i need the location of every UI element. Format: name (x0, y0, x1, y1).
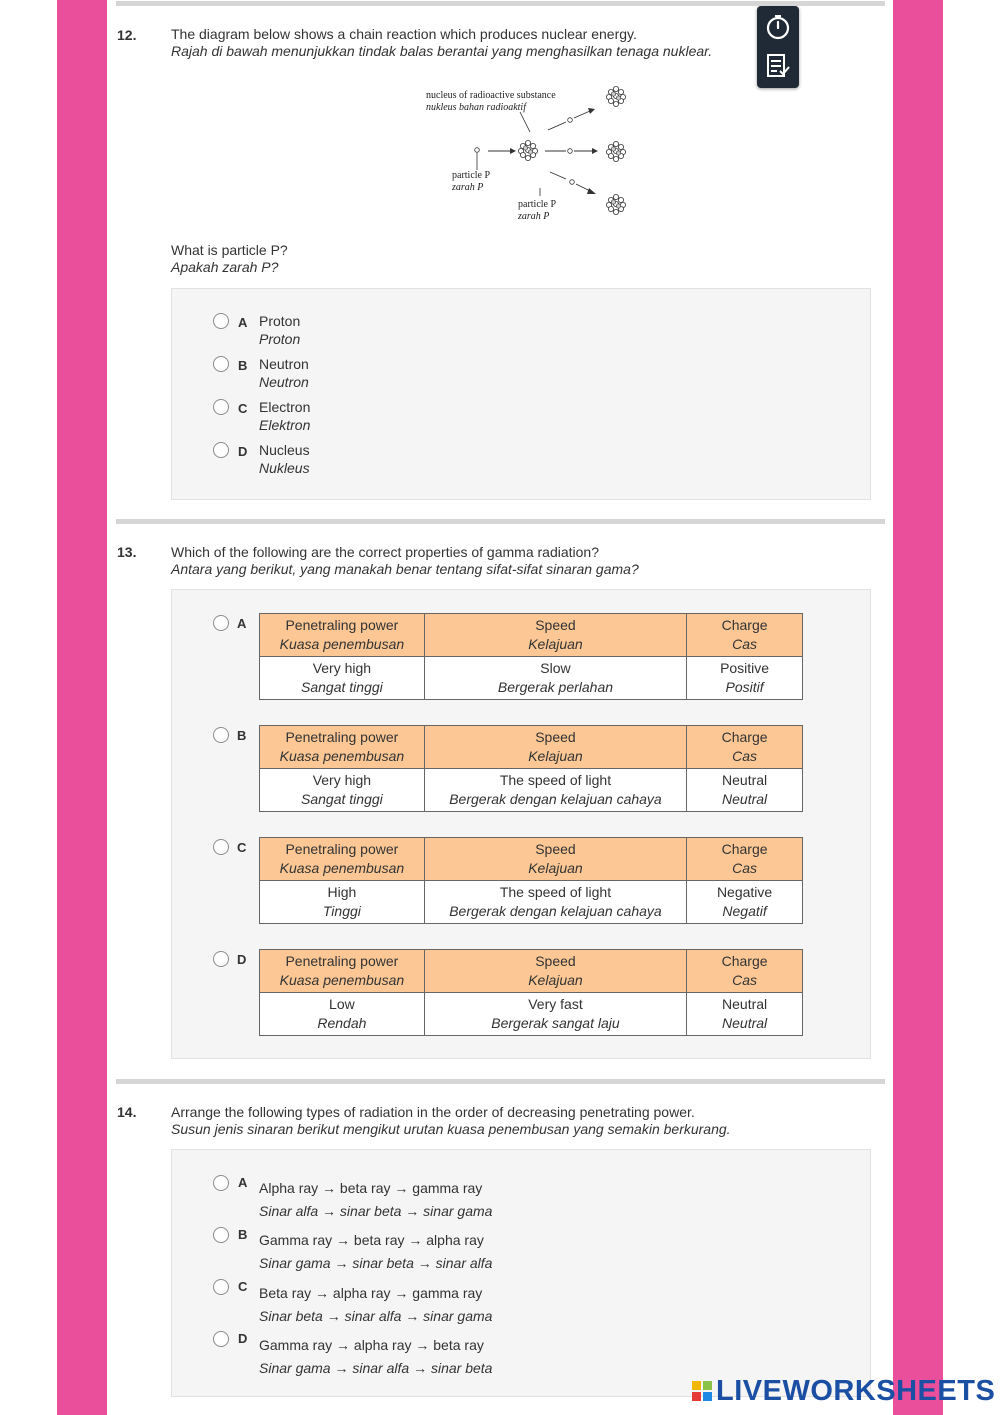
header-cell: Charge Cas (687, 614, 803, 657)
option-text-ms: Sinar gama → sinar alfa → sinar beta (259, 1360, 493, 1376)
nucleus-middle-right (606, 141, 625, 161)
table-row (260, 769, 803, 812)
header-cell: Speed Kelajuan (424, 950, 686, 993)
option-letter: D (237, 952, 247, 967)
option-letter: C (237, 840, 247, 855)
header-cell: Charge Cas (687, 950, 803, 993)
option-c-radio[interactable] (213, 399, 229, 415)
chain-reaction-diagram (420, 84, 640, 226)
diagram-label-particle-bottom-ms: zarah P (518, 211, 550, 222)
question-text-ms: Rajah di bawah menunjukkan tindak balas berantai yang menghasilkan tenaga nuklear. (171, 43, 713, 59)
option-text-ms: Elektron (259, 417, 311, 433)
option-letter: A (238, 1175, 248, 1190)
option-letter: C (238, 401, 248, 416)
option-c (259, 1282, 492, 1328)
option-text-ms: Nukleus (259, 460, 310, 476)
particle-emitted-down (570, 180, 575, 185)
diagram-label-nucleus-ms: nukleus bahan radioaktif (426, 102, 526, 113)
table-header-row (260, 950, 803, 993)
option-d-radio[interactable] (213, 1331, 229, 1347)
option-text-ms: Sinar alfa → sinar beta → sinar gama (259, 1203, 493, 1219)
option-a (259, 312, 300, 348)
header-cell: Charge Cas (687, 726, 803, 769)
option-b (259, 355, 309, 391)
table-cell: Very high Sangat tinggi (260, 657, 425, 700)
option-letter: A (237, 616, 247, 631)
option-text-en: Electron (259, 399, 311, 415)
nucleus-bottom-right (606, 194, 625, 214)
table-cell: The speed of light Bergerak dengan kelajuan cahaya (424, 769, 686, 812)
table-cell: Neutral Neutral (687, 993, 803, 1036)
question-text-ms: Antara yang berikut, yang manakah benar tentang sifat-sifat sinaran gama? (171, 561, 639, 577)
header-cell: Penetraling power Kuasa penembusan (260, 614, 425, 657)
question-number: 13. (117, 544, 137, 560)
question-number: 14. (117, 1104, 137, 1120)
option-b-radio[interactable] (213, 356, 229, 372)
option-d-radio[interactable] (213, 442, 229, 458)
diagram-label-nucleus-en: nucleus of radioactive substance (426, 90, 556, 101)
option-text-en: Proton (259, 313, 301, 329)
table-header-row (260, 614, 803, 657)
header-cell: Speed Kelajuan (424, 838, 686, 881)
question-text-ms: Susun jenis sinaran berikut mengikut urutan kuasa penembusan yang semakin berkurang. (171, 1121, 731, 1137)
option-text-en: Alpha ray → beta ray → gamma ray (259, 1180, 483, 1196)
option-c (259, 398, 310, 434)
diagram-label-particle-left-en: particle P (452, 170, 491, 181)
nucleus-central (518, 140, 537, 160)
option-b (259, 1229, 492, 1275)
nucleus-top-right (606, 86, 625, 106)
option-d (259, 441, 310, 477)
table-row (260, 993, 803, 1036)
option-letter: C (238, 1279, 248, 1294)
option-d-table (259, 949, 803, 1036)
question-subtext (171, 242, 288, 276)
table-cell: Positive Positif (687, 657, 803, 700)
table-cell: Slow Bergerak perlahan (424, 657, 686, 700)
left-pink-border (57, 0, 107, 1415)
particle-emitted-up (568, 118, 573, 123)
diagram-label-particle-bottom-en: particle P (518, 199, 557, 210)
option-text-en: Beta ray → alpha ray → gamma ray (259, 1285, 483, 1301)
header-cell: Penetraling power Kuasa penembusan (260, 950, 425, 993)
header-cell: Charge Cas (687, 838, 803, 881)
question-separator (116, 519, 885, 524)
question-text-en: Arrange the following types of radiation in the order of decreasing penetrating power. (171, 1104, 695, 1120)
option-letter: A (238, 315, 248, 330)
table-cell: High Tinggi (260, 881, 425, 924)
question-text-en: The diagram below shows a chain reaction which produces nuclear energy. (171, 26, 637, 42)
table-cell: Neutral Neutral (687, 769, 803, 812)
floating-toolbar (757, 6, 799, 88)
checklist-icon[interactable] (763, 51, 793, 81)
option-a-radio[interactable] (213, 313, 229, 329)
question-text-en: Which of the following are the correct properties of gamma radiation? (171, 544, 599, 560)
option-text-en: Gamma ray → alpha ray → beta ray (259, 1337, 484, 1353)
liveworksheets-logo-icon (692, 1381, 712, 1401)
option-d-radio[interactable] (213, 951, 229, 967)
option-letter: B (237, 728, 247, 743)
option-text-ms: Proton (259, 331, 301, 347)
option-d (259, 1334, 492, 1380)
option-c-radio[interactable] (213, 1279, 229, 1295)
header-cell: Speed Kelajuan (424, 614, 686, 657)
option-a-radio[interactable] (213, 1175, 229, 1191)
table-header-row (260, 838, 803, 881)
option-b-radio[interactable] (213, 727, 229, 743)
particle-incoming (475, 148, 480, 153)
table-row (260, 881, 803, 924)
option-letter: B (238, 1227, 248, 1242)
particle-emitted-middle (568, 149, 573, 154)
header-cell: Penetraling power Kuasa penembusan (260, 726, 425, 769)
table-cell: Very high Sangat tinggi (260, 769, 425, 812)
option-letter: D (238, 444, 248, 459)
option-text-en: Nucleus (259, 442, 310, 458)
option-a (259, 1177, 492, 1223)
option-text-ms: Sinar beta → sinar alfa → sinar gama (259, 1308, 493, 1324)
option-text-en: Gamma ray → beta ray → alpha ray (259, 1232, 484, 1248)
option-a-table (259, 613, 803, 700)
table-cell: Low Rendah (260, 993, 425, 1036)
brand-logo-text: LIVEWORKSHEETS (716, 1375, 996, 1407)
option-text-en: Neutron (259, 356, 309, 372)
option-text-ms: Neutron (259, 374, 309, 390)
option-b-radio[interactable] (213, 1227, 229, 1243)
question-separator (116, 1, 885, 6)
diagram-label-particle-left-ms: zarah P (452, 182, 484, 193)
question-number: 12. (117, 27, 137, 43)
table-cell: Very fast Bergerak sangat laju (424, 993, 686, 1036)
question-subtext-ms: Apakah zarah P? (171, 259, 279, 275)
table-row (260, 657, 803, 700)
table-cell: The speed of light Bergerak dengan kelajuan cahaya (424, 881, 686, 924)
option-a-radio[interactable] (213, 615, 229, 631)
option-b-table (259, 725, 803, 812)
question-subtext-en: What is particle P? (171, 242, 288, 258)
option-text-ms: Sinar gama → sinar beta → sinar alfa (259, 1255, 493, 1271)
question-separator (116, 1079, 885, 1084)
option-letter: B (238, 358, 248, 373)
table-cell: Negative Negatif (687, 881, 803, 924)
header-cell: Speed Kelajuan (424, 726, 686, 769)
option-c-radio[interactable] (213, 839, 229, 855)
right-pink-border (893, 0, 943, 1415)
timer-icon[interactable] (763, 12, 793, 42)
table-header-row (260, 726, 803, 769)
option-letter: D (238, 1331, 248, 1346)
question-text (171, 544, 639, 578)
question-text (171, 26, 712, 60)
header-cell: Penetraling power Kuasa penembusan (260, 838, 425, 881)
option-c-table (259, 837, 803, 924)
question-text (171, 1104, 731, 1138)
